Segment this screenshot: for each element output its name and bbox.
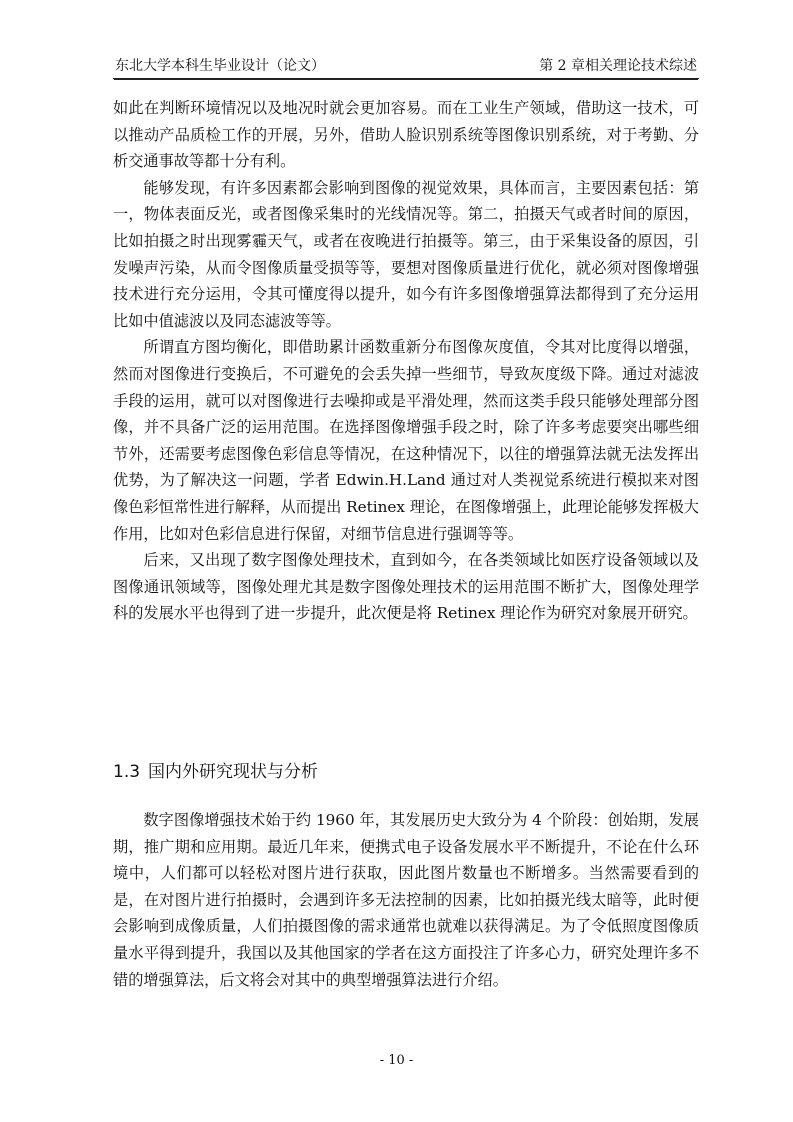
paragraph-3: 所谓直方图均衡化，即借助累计函数重新分布图像灰度值，令其对比度得以增强，然而对图像进行变换后，不可避免的会丢失掉一些细节，导致灰度级下降。通过对滤波手段的运用，就可以对图像进行去噪抑或是平滑处理，然而这类手段只能够处理部分图像，并不具备广泛的运用范围。在选择图像增强手段之时，除了许多考虑要突出哪些细节外，还需要考虑图像色彩信息等情况，在这种情况下，以往的增强算法就无法发挥出优势，为了解决这一问题，学者 Edwin.H.Land 通过对人类视觉系统进行模拟来对图像色彩恒常性进行解释，从而提出 Retinex 理论，在图像增强上，此理论能够发挥极大作用，比如对色彩信息进行保留，对细节信息进行强调等等。: [113, 338, 699, 543]
section-number: 1.3: [113, 762, 141, 782]
section-heading: [113, 760, 318, 784]
paragraph-1: 如此在判断环境情况以及地况时就会更加容易。而在工业生产领域，借助这一技术，可以推动产品质检工作的开展，另外，借助人脸识别系统等图像识别系统，对于考勤、分析交通事故等都十分有利。: [113, 99, 699, 171]
body-text: [113, 95, 699, 627]
page-number: - 10 -: [379, 1053, 414, 1068]
section-body-text: [113, 807, 699, 993]
header-thesis-title: 东北大学本科生毕业设计（论文）: [115, 58, 325, 74]
paragraph-4: 后来，又出现了数字图像处理技术，直到如今，在各类领域比如医疗设备领域以及图像通讯领域等，图像处理尤其是数字图像处理技术的运用范围不断扩大，图像处理学科的发展水平也得到了进一步提升，此次便是将 Retinex 理论作为研究对象展开研究。: [113, 551, 699, 623]
page-header: [113, 56, 699, 79]
section-title: 国内外研究现状与分析: [148, 762, 319, 782]
section-paragraph: 数字图像增强技术始于约 1960 年，其发展历史大致分为 4 个阶段：创始期，发展期，推广期和应用期。最近几年来，便携式电子设备发展水平不断提升，不论在什么环境中，人们都可以轻松对图片进行获取，因此图片数量也不断增多。当然需要看到的是，在对图片进行拍摄时，会遇到许多无法控制的因素，比如拍摄光线太暗等，此时便会影响到成像质量，人们拍摄图像的需求通常也就难以获得满足。为了令低照度图像质量水平得到提升，我国以及其他国家的学者在这方面投注了许多心力，研究处理许多不错的增强算法，后文将会对其中的典型增强算法进行介绍。: [113, 811, 699, 989]
paragraph-2: 能够发现，有许多因素都会影响到图像的视觉效果，具体而言，主要因素包括：第一，物体表面反光，或者图像采集时的光线情况等。第二，拍摄天气或者时间的原因，比如拍摄之时出现雾霾天气，或者在夜晚进行拍摄等。第三，由于采集设备的原因，引发噪声污染，从而令图像质量受损等等，要想对图像质量进行优化，就必须对图像增强技术进行充分运用，令其可懂度得以提升，如今有许多图像增强算法都得到了充分运用比如中值滤波以及同态滤波等等。: [113, 178, 699, 330]
header-chapter-title: 第 2 章相关理论技术综述: [539, 58, 697, 74]
